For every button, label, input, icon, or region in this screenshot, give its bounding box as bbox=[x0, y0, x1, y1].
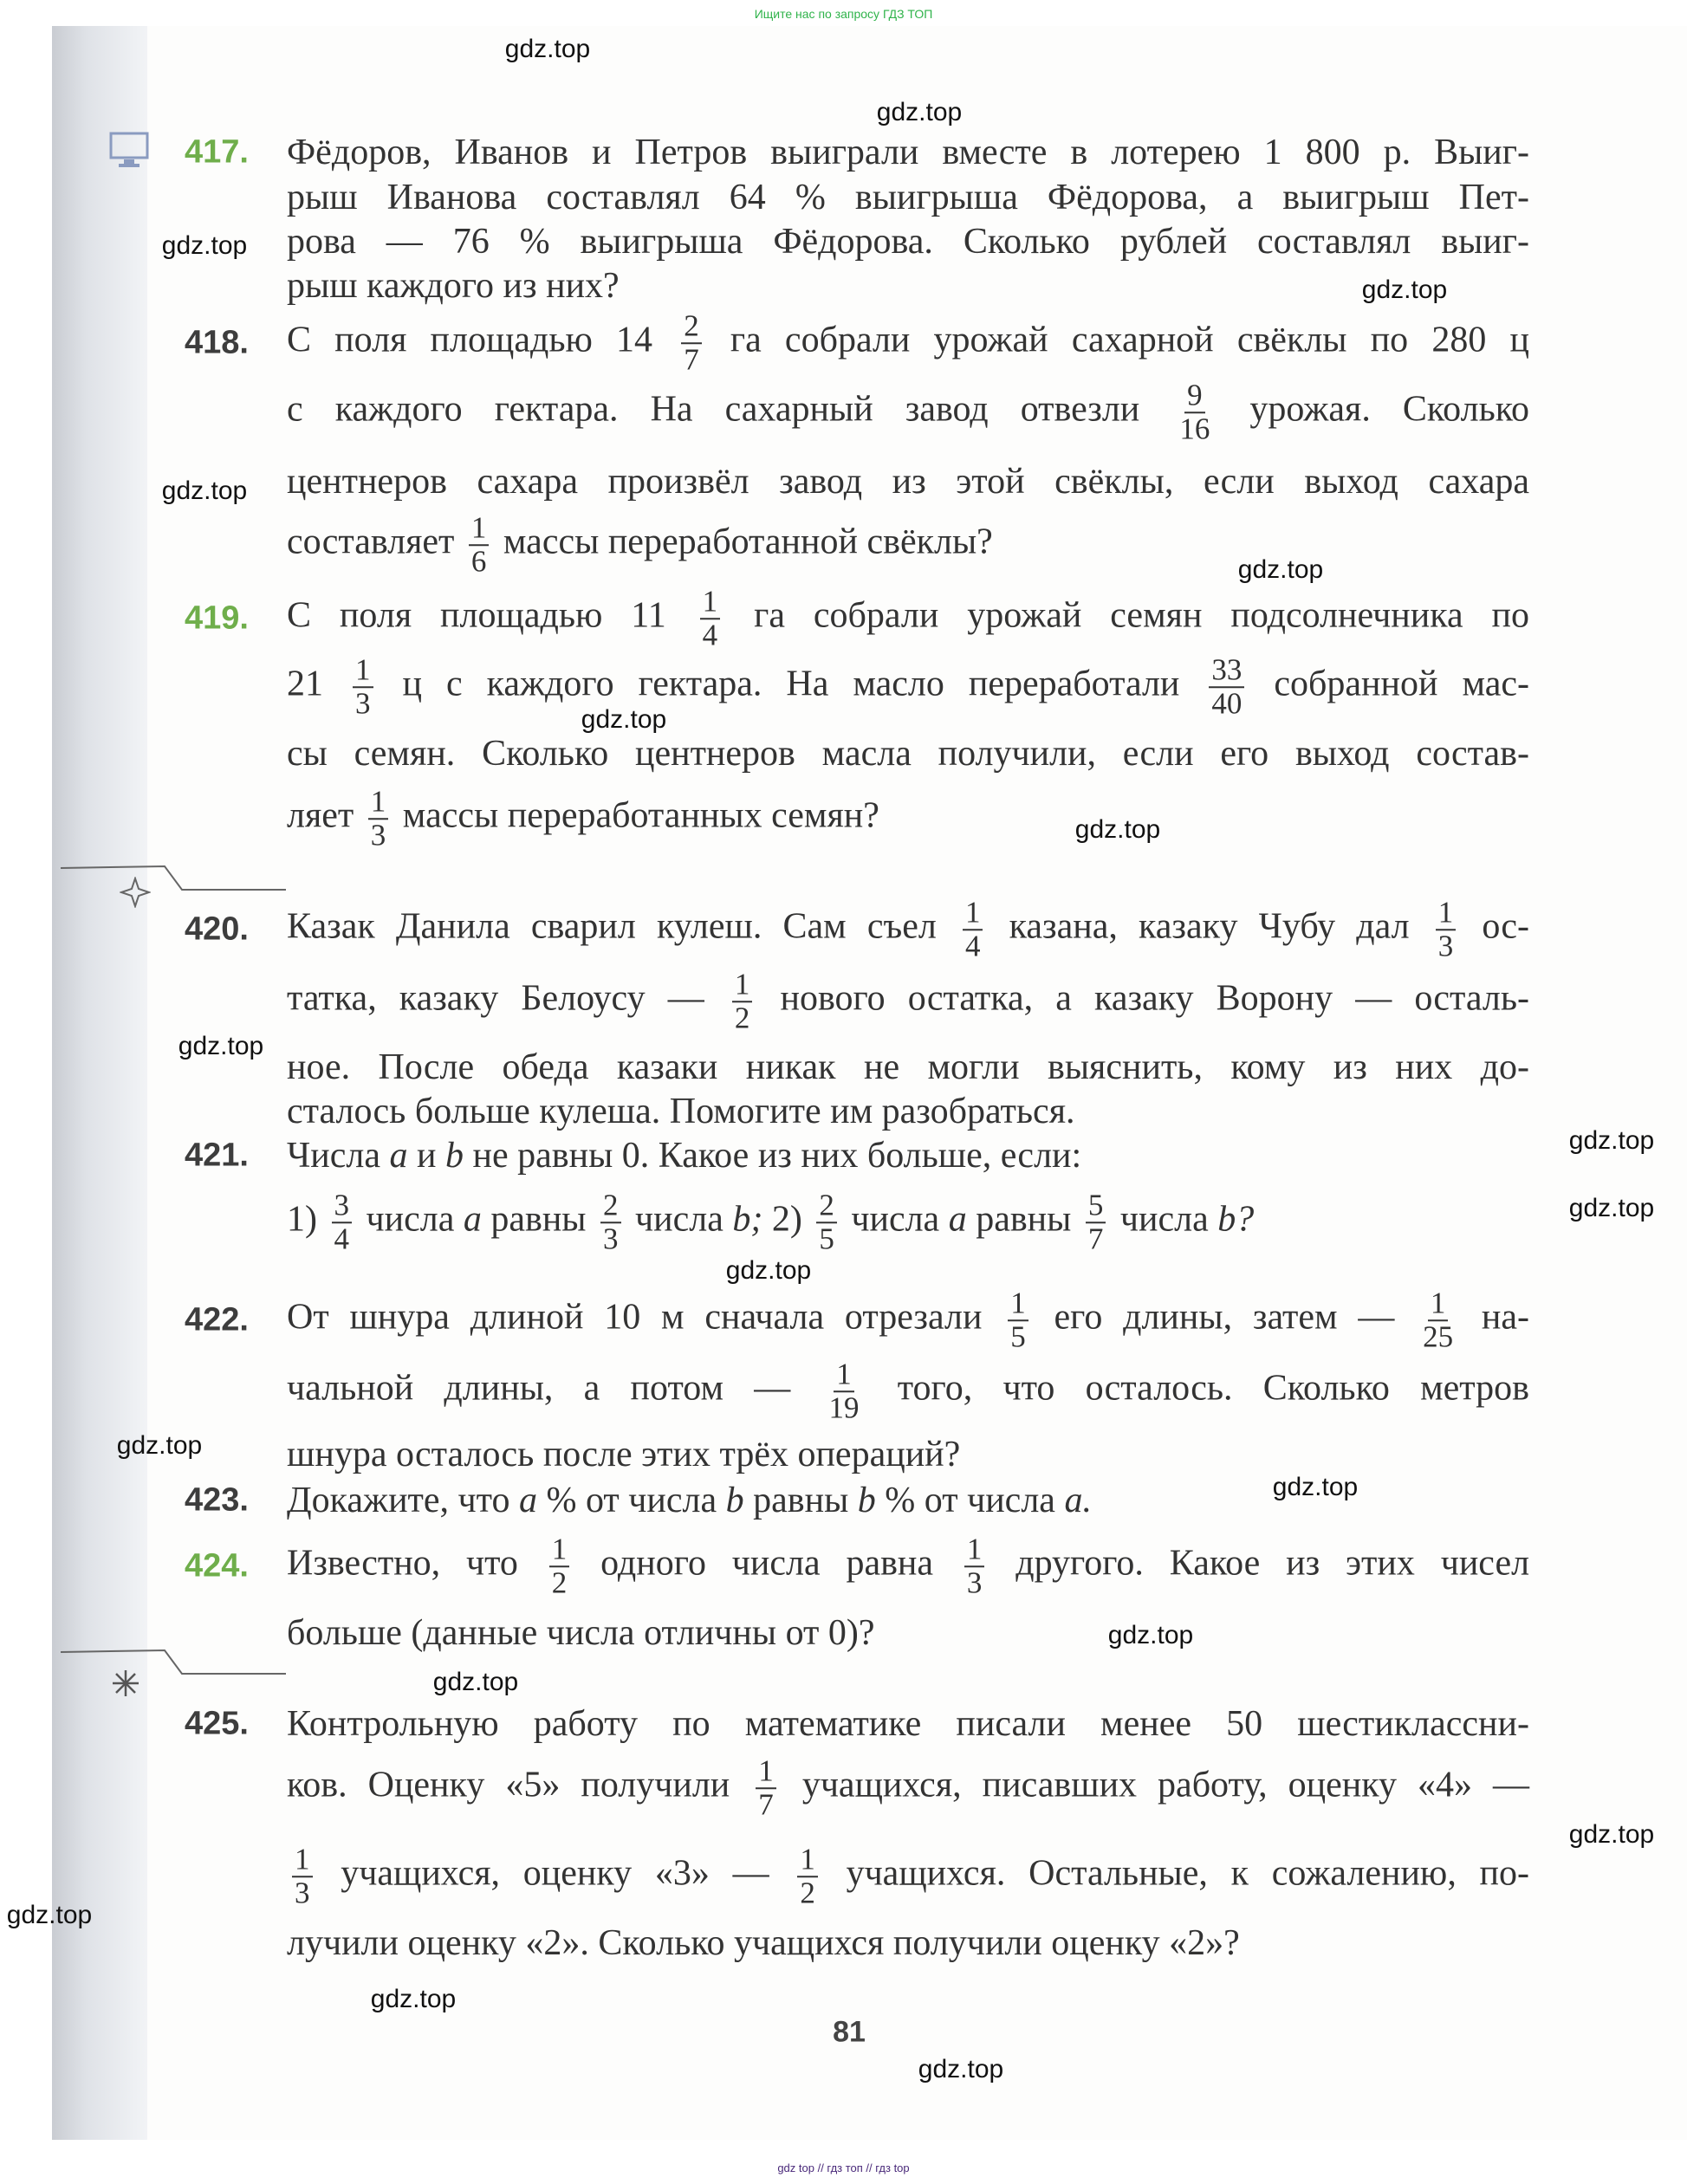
denominator: 3 bbox=[370, 818, 386, 852]
denominator: 19 bbox=[828, 1390, 860, 1424]
denominator: 25 bbox=[1423, 1319, 1454, 1353]
numerator: 2 bbox=[600, 1189, 621, 1223]
text-segment: % от числа bbox=[885, 1481, 1055, 1520]
watermark: gdz.top bbox=[876, 98, 963, 126]
variable: a bbox=[389, 1136, 408, 1176]
text-segment: числа bbox=[851, 1199, 940, 1240]
text-segment: Контрольную работу по математике писали менее 50 шестиклассни- bbox=[287, 1704, 1529, 1744]
fraction bbox=[600, 1189, 621, 1255]
denominator: 2 bbox=[551, 1565, 568, 1599]
watermark: gdz.top bbox=[432, 1668, 519, 1696]
text-segment: шнура осталось после этих трёх операций? bbox=[287, 1435, 961, 1474]
watermark: gdz.top bbox=[504, 35, 591, 63]
text-segment: центнеров сахара произвёл завод из этой свёклы, если выход сахара bbox=[287, 462, 1529, 502]
text-segment: татка, казаку Белоусу — bbox=[287, 978, 704, 1019]
text-segment: его длины, затем — bbox=[1054, 1297, 1395, 1338]
denominator: 40 bbox=[1211, 686, 1243, 720]
text-segment: % от числа bbox=[546, 1481, 717, 1520]
fraction bbox=[1436, 897, 1457, 962]
text-segment: сы семян. Сколько центнеров масла получили, если его выход состав- bbox=[287, 734, 1529, 774]
numerator: 1 bbox=[700, 586, 721, 619]
problem-text-line bbox=[287, 1189, 1529, 1255]
numerator: 1 bbox=[1436, 897, 1457, 930]
problem-number: 423. bbox=[185, 1481, 249, 1519]
problem-text-line bbox=[287, 1706, 1529, 1742]
watermark: gdz.top bbox=[1568, 1194, 1655, 1222]
problem-text-line bbox=[287, 268, 1529, 304]
bottom-banner: gdz top // гдз топ // гдз top bbox=[777, 2161, 910, 2174]
text-segment: того, что осталось. Сколько метров bbox=[897, 1368, 1529, 1409]
denominator: 3 bbox=[295, 1876, 310, 1909]
variable: a bbox=[948, 1199, 967, 1240]
problem-text-line bbox=[287, 1533, 1529, 1599]
fraction bbox=[1008, 1287, 1028, 1353]
watermark: gdz.top bbox=[725, 1256, 812, 1285]
text-segment: С поля площадью 14 bbox=[287, 320, 653, 360]
denominator: 4 bbox=[702, 618, 718, 651]
fraction bbox=[353, 654, 373, 720]
problem-text-line bbox=[287, 379, 1529, 445]
text-segment: ос- bbox=[1482, 906, 1530, 947]
text-segment: составляет bbox=[287, 522, 455, 562]
computer-monitor-icon bbox=[108, 130, 152, 173]
watermark: gdz.top bbox=[1107, 1621, 1194, 1649]
watermark: gdz.top bbox=[918, 2055, 1004, 2084]
text-segment: рыш Иванова составлял 64 % выигрыша Фёдорова, а выигрыш Пет- bbox=[287, 178, 1529, 217]
denominator: 7 bbox=[684, 342, 699, 376]
problem-text-line bbox=[287, 1049, 1529, 1086]
text-segment: учащихся. Остальные, к сожалению, по- bbox=[846, 1853, 1529, 1894]
denominator: 3 bbox=[1437, 929, 1454, 962]
numerator: 2 bbox=[816, 1189, 837, 1223]
watermark: gdz.top bbox=[116, 1431, 203, 1460]
variable: b; bbox=[732, 1199, 763, 1240]
text-segment: нового остатка, а казаку Ворону — осталь- bbox=[780, 978, 1530, 1019]
fraction bbox=[332, 1189, 353, 1255]
watermark: gdz.top bbox=[1568, 1126, 1655, 1155]
denominator: 2 bbox=[734, 1001, 750, 1034]
text-segment: Фёдоров, Иванов и Петров выиграли вместе в лотерею 1 800 р. Выиг- bbox=[287, 133, 1529, 172]
text-segment: 1) bbox=[287, 1199, 317, 1240]
numerator: 1 bbox=[292, 1844, 313, 1877]
problem-number: 418. bbox=[185, 324, 249, 361]
denominator: 3 bbox=[355, 686, 371, 720]
text-segment: ляет bbox=[287, 795, 354, 836]
text-segment: равны bbox=[976, 1199, 1072, 1240]
problem-text-line bbox=[287, 1615, 1529, 1651]
fraction bbox=[797, 1844, 818, 1909]
problem-number: 419. bbox=[185, 599, 249, 637]
problem-number: 421. bbox=[185, 1137, 249, 1174]
text-segment: больше (данные числа отличны от 0)? bbox=[287, 1613, 875, 1653]
text-segment: другого. Какое из этих чисел bbox=[1015, 1543, 1530, 1584]
numerator: 1 bbox=[549, 1533, 570, 1567]
text-segment: га собрали урожай сахарной свёклы по 280 ц bbox=[730, 320, 1529, 360]
problem-text-line bbox=[287, 134, 1529, 171]
numerator: 1 bbox=[963, 897, 983, 930]
fraction bbox=[963, 897, 983, 962]
denominator: 5 bbox=[1010, 1319, 1026, 1353]
fraction bbox=[469, 512, 490, 578]
top-banner: Ищите нас по запросу ГДЗ ТОП bbox=[754, 7, 933, 21]
problem-text-line bbox=[287, 736, 1529, 772]
denominator: 3 bbox=[603, 1222, 619, 1255]
fraction bbox=[756, 1755, 776, 1821]
text-segment: 2) bbox=[771, 1199, 802, 1240]
fraction bbox=[700, 586, 721, 651]
problem-text-line bbox=[287, 179, 1529, 216]
section-divider-1 bbox=[61, 858, 295, 910]
problem-text-line bbox=[287, 1925, 1529, 1961]
text-segment: га собрали урожай семян подсолнечника по bbox=[754, 595, 1529, 636]
text-segment: числа bbox=[635, 1199, 723, 1240]
numerator: 1 bbox=[732, 969, 753, 1002]
variable: b bbox=[725, 1481, 744, 1520]
denominator: 3 bbox=[966, 1565, 983, 1599]
fraction bbox=[292, 1844, 313, 1909]
text-segment: собранной мас- bbox=[1274, 664, 1530, 704]
denominator: 7 bbox=[758, 1787, 774, 1821]
problem-text-line bbox=[287, 1093, 1529, 1130]
text-segment: массы переработанных семян? bbox=[402, 795, 879, 836]
watermark: gdz.top bbox=[1272, 1473, 1359, 1501]
text-segment: массы переработанной свёклы? bbox=[503, 522, 993, 562]
fraction bbox=[1086, 1189, 1106, 1255]
numerator: 2 bbox=[681, 310, 702, 344]
section-divider-2 bbox=[61, 1642, 295, 1694]
problem-text-line bbox=[287, 310, 1529, 376]
numerator: 1 bbox=[834, 1358, 854, 1392]
watermark: gdz.top bbox=[1237, 555, 1324, 584]
text-segment: Числа bbox=[287, 1136, 381, 1176]
watermark: gdz.top bbox=[178, 1032, 264, 1060]
numerator: 1 bbox=[797, 1844, 818, 1877]
problem-text-line bbox=[287, 897, 1529, 962]
fraction bbox=[368, 786, 389, 852]
problem-text-line bbox=[287, 969, 1529, 1034]
text-segment: и bbox=[417, 1136, 437, 1176]
star-outline-icon bbox=[120, 877, 151, 908]
watermark: gdz.top bbox=[1361, 275, 1448, 304]
text-segment: ков. Оценку «5» получили bbox=[287, 1765, 730, 1805]
problem-number: 422. bbox=[185, 1301, 249, 1338]
numerator: 9 bbox=[1184, 379, 1205, 413]
problem-text-line bbox=[287, 512, 1529, 578]
text-segment: лучили оценку «2». Сколько учащихся получили оценку «2»? bbox=[287, 1923, 1240, 1963]
problem-number: 420. bbox=[185, 911, 249, 948]
watermark: gdz.top bbox=[1074, 815, 1161, 844]
text-segment: 21 bbox=[287, 664, 323, 704]
problem-text-line bbox=[287, 586, 1529, 651]
text-segment: От шнура длиной 10 м сначала отрезали bbox=[287, 1297, 983, 1338]
text-segment: числа bbox=[366, 1199, 455, 1240]
fraction bbox=[681, 310, 702, 376]
problem-number: 417. bbox=[185, 133, 249, 171]
denominator: 5 bbox=[819, 1222, 834, 1255]
text-segment: рыш каждого из них? bbox=[287, 266, 620, 306]
problem-text-line bbox=[287, 463, 1529, 500]
text-segment: учащихся, писавших работу, оценку «4» — bbox=[801, 1765, 1530, 1805]
text-segment: не равны 0. Какое из них больше, если: bbox=[472, 1136, 1082, 1176]
fraction bbox=[964, 1533, 985, 1599]
problem-text-line bbox=[287, 1358, 1529, 1424]
fraction bbox=[1420, 1287, 1456, 1353]
problem-text-line bbox=[287, 654, 1529, 720]
watermark: gdz.top bbox=[6, 1901, 93, 1929]
watermark: gdz.top bbox=[581, 705, 667, 734]
numerator: 1 bbox=[368, 786, 389, 820]
numerator: 33 bbox=[1209, 654, 1244, 688]
text-segment: числа bbox=[1119, 1199, 1209, 1240]
text-segment: учащихся, оценку «3» — bbox=[341, 1853, 769, 1894]
fraction bbox=[1177, 379, 1212, 445]
denominator: 4 bbox=[964, 929, 981, 962]
variable: a bbox=[518, 1481, 537, 1520]
numerator: 5 bbox=[1086, 1189, 1106, 1223]
numerator: 3 bbox=[332, 1189, 353, 1223]
numerator: 1 bbox=[964, 1533, 985, 1567]
problem-text-line bbox=[287, 1755, 1529, 1821]
text-segment: казана, казаку Чубу дал bbox=[1009, 906, 1410, 947]
fraction bbox=[1209, 654, 1244, 720]
text-segment: рова — 76 % выигрыша Фёдорова. Сколько рублей составлял выиг- bbox=[287, 222, 1529, 262]
fraction bbox=[732, 969, 753, 1034]
denominator: 2 bbox=[800, 1876, 815, 1909]
text-segment: с каждого гектара. На сахарный завод отвезли bbox=[287, 389, 1140, 430]
numerator: 1 bbox=[1428, 1287, 1449, 1321]
text-segment: на- bbox=[1481, 1297, 1530, 1338]
variable: b bbox=[857, 1481, 876, 1520]
text-segment: сталось больше кулеша. Помогите им разобраться. bbox=[287, 1092, 1075, 1131]
problem-text-line bbox=[287, 1137, 1529, 1174]
text-segment: С поля площадью 11 bbox=[287, 595, 666, 636]
variable: b? bbox=[1217, 1199, 1255, 1240]
fraction bbox=[827, 1358, 862, 1424]
watermark: gdz.top bbox=[370, 1985, 457, 2013]
text-segment: одного числа равна bbox=[600, 1543, 934, 1584]
numerator: 1 bbox=[1008, 1287, 1028, 1321]
sparkle-icon bbox=[111, 1669, 140, 1698]
problem-text-line bbox=[287, 224, 1529, 260]
page-number: 81 bbox=[833, 2015, 866, 2049]
numerator: 1 bbox=[756, 1755, 776, 1789]
numerator: 1 bbox=[353, 654, 373, 688]
problem-number: 425. bbox=[185, 1705, 249, 1742]
denominator: 6 bbox=[470, 544, 487, 578]
problem-text-line bbox=[287, 786, 1529, 852]
fraction bbox=[816, 1189, 837, 1255]
variable: b bbox=[445, 1136, 464, 1176]
variable: a bbox=[463, 1199, 482, 1240]
problem-text-line bbox=[287, 1844, 1529, 1909]
watermark: gdz.top bbox=[161, 476, 248, 505]
variable: a. bbox=[1064, 1481, 1092, 1520]
text-segment: ное. После обеда казаки никак не могли выяснить, кому из них до- bbox=[287, 1047, 1529, 1087]
denominator: 7 bbox=[1087, 1222, 1104, 1255]
text-segment: равны bbox=[490, 1199, 587, 1240]
problem-text-line bbox=[287, 1287, 1529, 1353]
watermark: gdz.top bbox=[1568, 1820, 1655, 1849]
text-segment: равны bbox=[753, 1481, 849, 1520]
text-segment: ц с каждого гектара. На масло переработали bbox=[402, 664, 1180, 704]
denominator: 16 bbox=[1179, 412, 1210, 445]
numerator: 1 bbox=[469, 512, 490, 546]
text-segment: чальной длины, а потом — bbox=[287, 1368, 791, 1409]
text-segment: Докажите, что bbox=[287, 1481, 510, 1520]
watermark: gdz.top bbox=[161, 231, 248, 260]
text-segment: Казак Данила сварил кулеш. Сам съел bbox=[287, 906, 937, 947]
denominator: 4 bbox=[334, 1222, 349, 1255]
problem-text-line bbox=[287, 1436, 1529, 1473]
fraction bbox=[549, 1533, 570, 1599]
text-segment: урожая. Сколько bbox=[1249, 389, 1530, 430]
problem-number: 424. bbox=[185, 1547, 249, 1585]
text-segment: Известно, что bbox=[287, 1543, 518, 1584]
